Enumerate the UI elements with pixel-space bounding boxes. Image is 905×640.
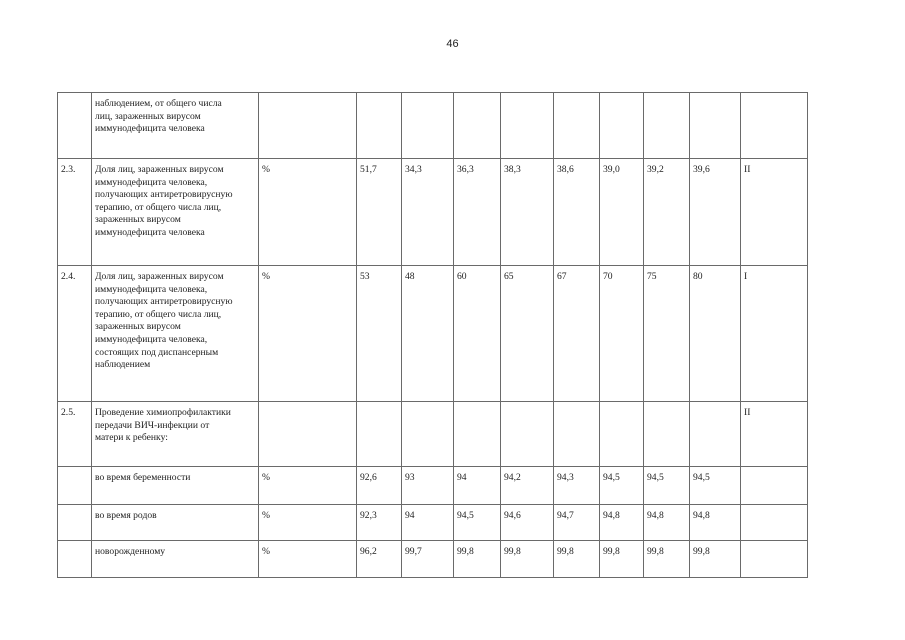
- value-cell: [402, 402, 454, 467]
- unit-cell: %: [259, 467, 357, 505]
- indicator-name-cell: [92, 159, 259, 266]
- value-cell: [554, 402, 600, 467]
- value-cell: [357, 93, 402, 159]
- level-cell: I: [741, 266, 808, 402]
- value-cell: 94,7: [554, 505, 600, 541]
- value-cell: 94,8: [644, 505, 690, 541]
- value-cell: 80: [690, 266, 741, 402]
- value-cell: 94,6: [501, 505, 554, 541]
- value-cell: [690, 402, 741, 467]
- value-cell: 99,7: [402, 541, 454, 578]
- table-row: [58, 93, 808, 159]
- value-cell: 94: [402, 505, 454, 541]
- value-cell: 51,7: [357, 159, 402, 266]
- value-cell: 36,3: [454, 159, 501, 266]
- indicator-name-line: Доля лиц, зараженных вирусом: [95, 271, 224, 282]
- level-cell: II: [741, 402, 808, 467]
- row-number-cell: 2.5.: [58, 402, 92, 467]
- value-cell: 94,3: [554, 467, 600, 505]
- value-cell: 94: [454, 467, 501, 505]
- value-cell: 67: [554, 266, 600, 402]
- value-cell: 99,8: [600, 541, 644, 578]
- table-row: [58, 541, 808, 578]
- indicator-name-cell: [92, 505, 259, 541]
- value-cell: [501, 93, 554, 159]
- table-row: [58, 505, 808, 541]
- value-cell: 39,2: [644, 159, 690, 266]
- value-cell: 94,5: [600, 467, 644, 505]
- indicator-name-cell: [92, 402, 259, 467]
- value-cell: 94,5: [690, 467, 741, 505]
- unit-cell: %: [259, 505, 357, 541]
- indicator-name-line: Проведение химиопрофилактики: [95, 407, 231, 418]
- indicator-name-cell: [92, 266, 259, 402]
- indicator-name-cell: [92, 541, 259, 578]
- value-cell: [644, 93, 690, 159]
- value-cell: 48: [402, 266, 454, 402]
- indicator-name-cell: [92, 467, 259, 505]
- row-number-cell: [58, 467, 92, 505]
- value-cell: 75: [644, 266, 690, 402]
- value-cell: 99,8: [501, 541, 554, 578]
- table-row: [58, 159, 808, 266]
- level-cell: [741, 93, 808, 159]
- indicator-name-line: зараженных вирусом: [95, 214, 181, 226]
- value-cell: [644, 402, 690, 467]
- row-number-cell: [58, 93, 92, 159]
- value-cell: 60: [454, 266, 501, 402]
- value-cell: 53: [357, 266, 402, 402]
- row-number-cell: [58, 505, 92, 541]
- value-cell: 39,0: [600, 159, 644, 266]
- indicator-name-line: получающих антиретровирусную: [95, 296, 233, 308]
- value-cell: 70: [600, 266, 644, 402]
- value-cell: 94,2: [501, 467, 554, 505]
- indicator-name-line: иммунодефицита человека: [95, 123, 205, 135]
- indicators-table: [57, 92, 808, 578]
- row-number-cell: [58, 541, 92, 578]
- value-cell: [454, 93, 501, 159]
- value-cell: 65: [501, 266, 554, 402]
- value-cell: 38,6: [554, 159, 600, 266]
- indicator-name-line: наблюдением, от общего числа: [95, 98, 222, 109]
- value-cell: 99,8: [554, 541, 600, 578]
- indicator-name-line: во время родов: [95, 510, 157, 521]
- value-cell: 93: [402, 467, 454, 505]
- indicator-name-line: иммунодефицита человека,: [95, 176, 208, 188]
- indicator-name-line: иммунодефицита человека,: [95, 333, 208, 345]
- level-cell: [741, 505, 808, 541]
- table-row: [58, 467, 808, 505]
- indicator-name-line: матери к ребенку:: [95, 432, 168, 444]
- value-cell: [554, 93, 600, 159]
- unit-cell: %: [259, 541, 357, 578]
- unit-cell: [259, 93, 357, 159]
- row-number-cell: 2.3.: [58, 159, 92, 266]
- value-cell: [600, 93, 644, 159]
- indicator-name-line: наблюдением: [95, 359, 151, 371]
- level-cell: II: [741, 159, 808, 266]
- value-cell: [600, 402, 644, 467]
- indicator-name-line: получающих антиретровирусную: [95, 189, 233, 201]
- value-cell: 99,8: [690, 541, 741, 578]
- indicator-name-line: зараженных вирусом: [95, 321, 181, 333]
- table-row: [58, 402, 808, 467]
- unit-cell: %: [259, 266, 357, 402]
- indicator-name-line: новорожденному: [95, 546, 166, 557]
- value-cell: 39,6: [690, 159, 741, 266]
- indicator-name-line: состоящих под диспансерным: [95, 346, 219, 358]
- indicator-name-line: иммунодефицита человека: [95, 226, 205, 238]
- value-cell: 94,5: [454, 505, 501, 541]
- value-cell: 92,3: [357, 505, 402, 541]
- row-number-cell: 2.4.: [58, 266, 92, 402]
- value-cell: 94,8: [600, 505, 644, 541]
- value-cell: 99,8: [454, 541, 501, 578]
- page-number: 46: [446, 38, 459, 50]
- value-cell: 94,5: [644, 467, 690, 505]
- value-cell: 96,2: [357, 541, 402, 578]
- level-cell: [741, 541, 808, 578]
- value-cell: 92,6: [357, 467, 402, 505]
- unit-cell: [259, 402, 357, 467]
- indicator-name-cell: [92, 93, 259, 159]
- indicator-name-line: Доля лиц, зараженных вирусом: [95, 164, 224, 175]
- value-cell: [454, 402, 501, 467]
- value-cell: [501, 402, 554, 467]
- value-cell: 99,8: [644, 541, 690, 578]
- indicator-name-line: передачи ВИЧ-инфекции от: [95, 419, 210, 431]
- indicator-name-line: терапию, от общего числа лиц,: [95, 201, 222, 213]
- indicator-name-line: иммунодефицита человека,: [95, 283, 208, 295]
- indicator-name-line: во время беременности: [95, 472, 191, 483]
- value-cell: 34,3: [402, 159, 454, 266]
- value-cell: [402, 93, 454, 159]
- value-cell: 38,3: [501, 159, 554, 266]
- value-cell: [357, 402, 402, 467]
- indicator-name-line: терапию, от общего числа лиц,: [95, 308, 222, 320]
- level-cell: [741, 467, 808, 505]
- indicator-name-line: лиц, зараженных вирусом: [95, 110, 201, 122]
- unit-cell: %: [259, 159, 357, 266]
- value-cell: 94,8: [690, 505, 741, 541]
- table-row: [58, 266, 808, 402]
- value-cell: [690, 93, 741, 159]
